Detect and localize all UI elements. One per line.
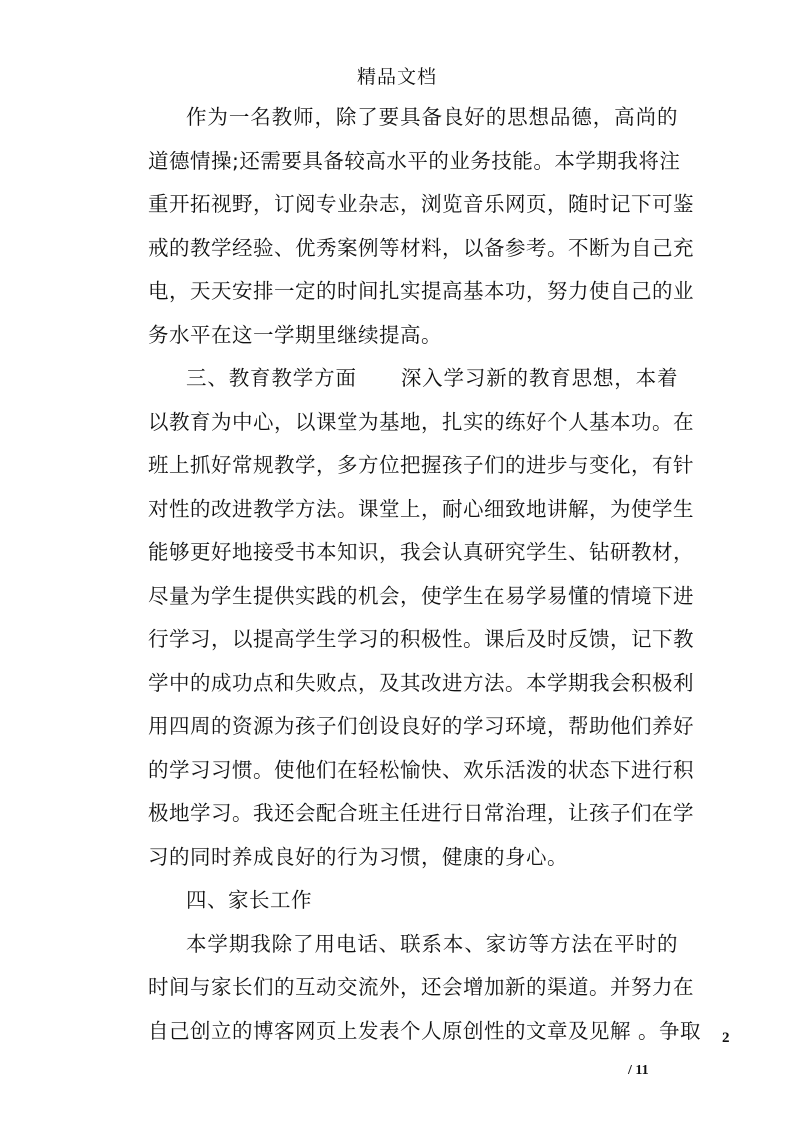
document-header: 精品文档 xyxy=(356,66,437,88)
paragraph-line: 以教育为中心，以课堂为基地，扎实的练好个人基本功。在 xyxy=(148,409,694,434)
paragraph-line: 作为一名教师，除了要具备良好的思想品德，高尚的 xyxy=(186,105,678,129)
page-total: / 11 xyxy=(628,1063,649,1078)
paragraph-line: 务水平在这一学期里继续提高。 xyxy=(148,322,442,347)
paragraph-line: 对性的改进教学方法。课堂上，耐心细致地讲解，为使学生 xyxy=(148,496,694,521)
section-heading: 四、家长工作 xyxy=(186,888,312,912)
page-number: 2 xyxy=(722,1030,730,1046)
paragraph-line: 行学习，以提高学生学习的积极性。课后及时反馈，记下教 xyxy=(148,627,694,651)
paragraph-line: 尽量为学生提供实践的机会，使学生在易学易懂的情境下进 xyxy=(148,583,694,608)
section-heading: 三、教育教学方面 xyxy=(186,366,357,390)
paragraph-line: 班上抓好常规教学，多方位把握孩子们的进步与变化，有针 xyxy=(148,453,694,477)
paragraph-line: 的学习习惯。使他们在轻松愉快、欢乐活泼的状态下进行积 xyxy=(148,757,694,782)
document-body xyxy=(148,102,702,1059)
paragraph-line: 道德情操;还需要具备较高水平的业务技能。本学期我将注 xyxy=(148,148,681,173)
paragraph-line: 习的同时养成良好的行为习惯，健康的身心。 xyxy=(148,844,568,869)
paragraph-line: 戒的教学经验、优秀案例等材料，以备参考。不断为自己充 xyxy=(148,235,694,260)
paragraph-line: 重开拓视野，订阅专业杂志，浏览音乐网页，随时记下可鉴 xyxy=(148,192,694,216)
paragraph-line: 自己创立的博客网页上发表个人原创性的文章及见解 。争取 xyxy=(148,1018,702,1043)
section-heading-line xyxy=(148,363,678,407)
paragraph-line: 能够更好地接受书本知识，我会认真研究学生、钻研教材， xyxy=(148,540,694,564)
paragraph-line: 时间与家长们的互动交流外，还会增加新的渠道。并努力在 xyxy=(148,975,694,999)
paragraph-line: 学中的成功点和失败点，及其改进方法。本学期我会积极利 xyxy=(148,670,694,695)
paragraph-line: 用四周的资源为孩子们创设良好的学习环境，帮助他们养好 xyxy=(148,714,694,738)
paragraph-line: 电，天天安排一定的时间扎实提高基本功，努力使自己的业 xyxy=(148,279,694,303)
paragraph-line: 极地学习。我还会配合班主任进行日常治理，让孩子们在学 xyxy=(148,801,694,825)
paragraph-line: 本学期我除了用电话、联系本、家访等方法在平时的 xyxy=(186,931,678,956)
paragraph-text: 深入学习新的教育思想，本着 xyxy=(400,366,679,390)
